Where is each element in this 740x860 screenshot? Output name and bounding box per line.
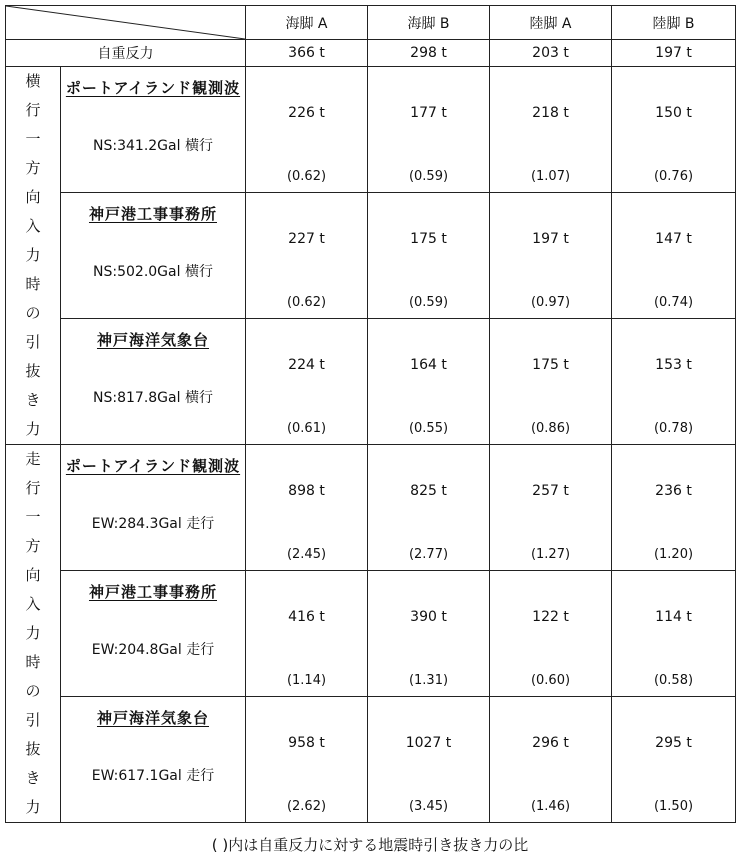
earthquake-wave-cell: [61, 445, 246, 571]
pull-out-value: 295 t: [655, 735, 692, 751]
pull-out-cell: [490, 67, 612, 193]
pull-out-ratio: (1.50): [653, 799, 694, 814]
pull-out-value: 177 t: [410, 105, 447, 121]
group-label-char: の: [25, 682, 41, 700]
self-weight-value: 197 t: [612, 40, 736, 67]
pull-out-value: 122 t: [532, 609, 569, 625]
earthquake-wave-name: ポートアイランド観測波: [65, 79, 241, 97]
self-weight-value: 298 t: [368, 40, 490, 67]
group-label-char: 力: [25, 624, 41, 642]
self-weight-row: [6, 40, 736, 67]
header-row: [6, 6, 736, 40]
table-row: [6, 571, 736, 697]
column-header: 海脚 B: [368, 6, 490, 40]
pull-out-value: 150 t: [655, 105, 692, 121]
pull-out-cell: [490, 571, 612, 697]
earthquake-wave-name: 神戸海洋気象台: [96, 709, 209, 727]
group-label-char: 方: [25, 537, 41, 555]
group-label-char: 力: [25, 246, 41, 264]
pull-out-ratio: (2.62): [286, 799, 327, 814]
pull-out-cell: [612, 445, 736, 571]
pull-out-value: 147 t: [655, 231, 692, 247]
pull-out-value: 153 t: [655, 357, 692, 373]
pull-out-cell: [368, 67, 490, 193]
pull-out-ratio: (0.62): [286, 295, 327, 310]
pull-out-value: 236 t: [655, 483, 692, 499]
earthquake-wave-detail: NS:817.8Gal 横行: [93, 390, 213, 406]
pull-out-ratio: (0.59): [408, 169, 449, 184]
column-header: 陸脚 B: [612, 6, 736, 40]
table-row: [6, 697, 736, 823]
group-label-char: 入: [25, 217, 41, 235]
pull-out-ratio: (3.45): [408, 799, 449, 814]
self-weight-value: 366 t: [246, 40, 368, 67]
diagonal-line: [6, 6, 245, 39]
pull-out-ratio: (2.77): [408, 547, 449, 562]
earthquake-wave-detail: EW:284.3Gal 走行: [91, 516, 215, 532]
pull-out-value: 114 t: [655, 609, 692, 625]
pull-out-cell: [368, 571, 490, 697]
group-label-char: 行: [25, 101, 41, 119]
column-header: 海脚 A: [246, 6, 368, 40]
pull-out-cell: [612, 697, 736, 823]
pull-out-value: 164 t: [410, 357, 447, 373]
pull-out-cell: [246, 319, 368, 445]
group-label-char: 横: [25, 72, 41, 90]
earthquake-wave-cell: [61, 319, 246, 445]
group-label-char: 走: [25, 450, 41, 468]
earthquake-wave-name: ポートアイランド観測波: [65, 457, 241, 475]
pull-out-ratio: (0.61): [286, 421, 327, 436]
pull-out-ratio: (0.76): [653, 169, 694, 184]
pull-out-cell: [490, 697, 612, 823]
group-label-char: 引: [25, 711, 41, 729]
pull-out-value: 224 t: [288, 357, 325, 373]
group-label-char: 入: [25, 595, 41, 613]
group-label-char: き: [25, 391, 41, 409]
pull-out-value: 175 t: [410, 231, 447, 247]
pull-out-cell: [368, 319, 490, 445]
pull-out-value: 218 t: [532, 105, 569, 121]
pull-out-cell: [246, 193, 368, 319]
pull-out-value: 197 t: [532, 231, 569, 247]
earthquake-wave-name: 神戸海洋気象台: [96, 331, 209, 349]
group-label-char: 時: [25, 653, 41, 671]
pull-out-cell: [612, 571, 736, 697]
earthquake-wave-detail: EW:617.1Gal 走行: [91, 768, 215, 784]
pull-out-ratio: (0.60): [530, 673, 571, 688]
group-label-char: 一: [25, 508, 41, 526]
pull-out-ratio: (2.45): [286, 547, 327, 562]
pull-out-ratio: (0.62): [286, 169, 327, 184]
pull-out-cell: [246, 697, 368, 823]
earthquake-wave-detail: NS:502.0Gal 横行: [93, 264, 213, 280]
group-label-char: 方: [25, 159, 41, 177]
pull-out-cell: [368, 193, 490, 319]
table-row: [6, 67, 736, 193]
pull-out-cell: [612, 319, 736, 445]
pull-out-ratio: (0.58): [653, 673, 694, 688]
table-row: [6, 193, 736, 319]
pull-out-cell: [246, 67, 368, 193]
self-weight-label: 自重反力: [6, 40, 246, 67]
pull-out-cell: [612, 67, 736, 193]
group-label-char: 向: [25, 566, 41, 584]
pull-out-ratio: (1.14): [286, 673, 327, 688]
pull-out-ratio: (0.86): [530, 421, 571, 436]
pull-out-ratio: (0.78): [653, 421, 694, 436]
pull-out-value: 898 t: [288, 483, 325, 499]
pull-out-value: 226 t: [288, 105, 325, 121]
group-label-char: 引: [25, 333, 41, 351]
group-label-char: 抜: [25, 362, 41, 380]
pull-out-ratio: (0.97): [530, 295, 571, 310]
group-label-char: 力: [25, 420, 41, 438]
table-row: [6, 445, 736, 571]
group-label-char: 行: [25, 479, 41, 497]
pull-out-force-table: [5, 5, 736, 823]
pull-out-value: 227 t: [288, 231, 325, 247]
pull-out-ratio: (1.07): [530, 169, 571, 184]
pull-out-value: 390 t: [410, 609, 447, 625]
group-label-char: 抜: [25, 740, 41, 758]
self-weight-value: 203 t: [490, 40, 612, 67]
pull-out-ratio: (1.46): [530, 799, 571, 814]
earthquake-wave-name: 神戸港工事事務所: [88, 583, 217, 601]
group-label-char: 向: [25, 188, 41, 206]
group-label-char: の: [25, 304, 41, 322]
pull-out-value: 416 t: [288, 609, 325, 625]
group-label: [6, 67, 61, 445]
pull-out-ratio: (1.31): [408, 673, 449, 688]
group-label-char: 時: [25, 275, 41, 293]
pull-out-value: 296 t: [532, 735, 569, 751]
pull-out-cell: [490, 193, 612, 319]
pull-out-ratio: (0.74): [653, 295, 694, 310]
diagonal-corner-cell: [6, 6, 246, 40]
earthquake-wave-cell: [61, 571, 246, 697]
table-body: [6, 67, 736, 823]
pull-out-value: 1027 t: [405, 735, 452, 751]
group-label-char: 力: [25, 798, 41, 816]
pull-out-cell: [612, 193, 736, 319]
earthquake-wave-detail: EW:204.8Gal 走行: [91, 642, 215, 658]
pull-out-value: 825 t: [410, 483, 447, 499]
group-label-char: き: [25, 769, 41, 787]
pull-out-cell: [368, 697, 490, 823]
earthquake-wave-detail: NS:341.2Gal 横行: [93, 138, 213, 154]
group-label-char: 一: [25, 130, 41, 148]
footnote: ( )内は自重反力に対する地震時引き抜き力の比: [211, 836, 529, 854]
column-header: 陸脚 A: [490, 6, 612, 40]
pull-out-value: 958 t: [288, 735, 325, 751]
pull-out-value: 175 t: [532, 357, 569, 373]
earthquake-wave-cell: [61, 697, 246, 823]
pull-out-cell: [368, 445, 490, 571]
pull-out-cell: [246, 445, 368, 571]
pull-out-cell: [246, 571, 368, 697]
earthquake-wave-name: 神戸港工事事務所: [88, 205, 217, 223]
pull-out-ratio: (0.55): [408, 421, 449, 436]
table-row: [6, 319, 736, 445]
pull-out-ratio: (1.27): [530, 547, 571, 562]
earthquake-wave-cell: [61, 67, 246, 193]
pull-out-ratio: (1.20): [653, 547, 694, 562]
pull-out-cell: [490, 445, 612, 571]
pull-out-cell: [490, 319, 612, 445]
pull-out-ratio: (0.59): [408, 295, 449, 310]
pull-out-value: 257 t: [532, 483, 569, 499]
earthquake-wave-cell: [61, 193, 246, 319]
group-label: [6, 445, 61, 823]
